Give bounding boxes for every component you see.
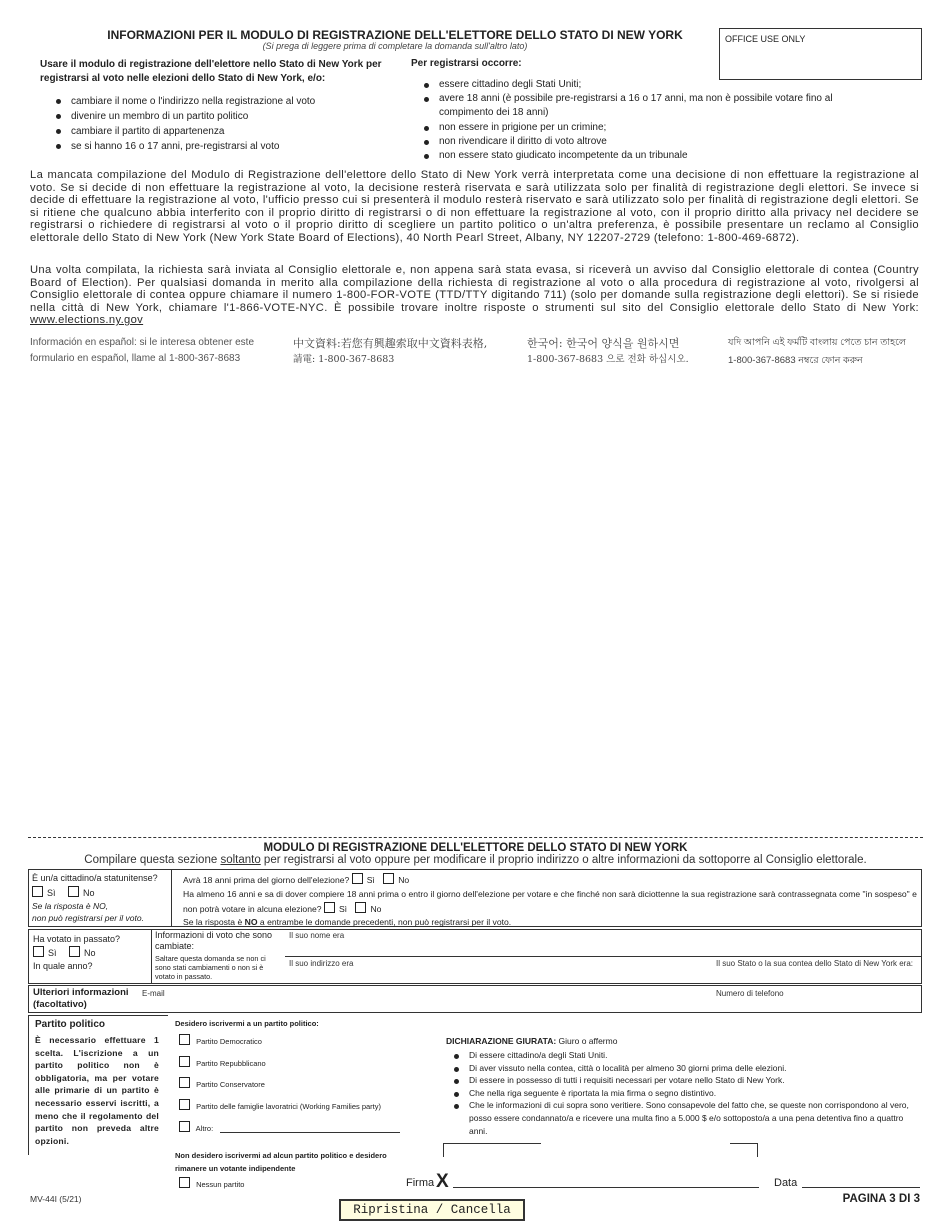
signature-x: X [436,1171,449,1192]
age-no-checkbox[interactable] [383,873,394,884]
requirement-item: essere cittadino degli Stati Uniti; [422,78,867,92]
changed-info-title: Informazioni di voto che sono cambiate: [155,930,273,951]
info-title: INFORMAZIONI PER IL MODULO DI REGISTRAZIONE DELL'ELETTORE DELLO STATO DI NEW YORK [107,28,683,42]
cut-line [28,837,923,838]
voted-yes-checkbox[interactable] [33,946,44,957]
no-label: No [370,903,382,914]
no-party-checkbox[interactable] [179,1177,190,1188]
oath-list [452,1049,920,1137]
changed-info-note: Saltare questa domanda se non ci sono stati cambiamenti o non si è votato in passato. [155,954,266,981]
no-label: No [83,888,95,898]
yes-label: Sì [47,888,56,898]
citizen-note: Se la risposta è NO, [32,901,109,911]
oath-item: Di aver vissuto nella contea, città o località per almeno 30 giorni prima delle elezioni. [452,1062,920,1075]
party-label: Partito Democratico [196,1037,262,1046]
age16-yes-checkbox[interactable] [324,902,335,913]
bengali-info-line: 1-800-367-8683 নম্বরে ফোন করুন [728,355,863,366]
use-item: divenire un membro di un partito politico [54,109,394,124]
office-use-box [719,28,922,80]
party-checkbox[interactable] [179,1034,190,1045]
yes-label: Sì [338,903,348,914]
oath-item: Di essere cittadino/a degli Stati Uniti. [452,1049,920,1062]
spanish-info-line: Información en español: si le interesa obtener este [30,337,255,348]
form-subtitle [28,854,923,866]
use-item: se si hanno 16 o 17 anni, pre-registrarsi al voto [54,139,394,154]
email-field[interactable] [170,988,700,1010]
signature-bracket [443,1143,541,1157]
prev-name-field[interactable] [285,956,921,957]
age16-no-checkbox[interactable] [355,902,366,913]
party-label: Altro: [195,1123,214,1133]
divider [171,869,172,927]
signature-field[interactable] [453,1187,759,1188]
no-label: No [398,875,410,885]
no-party-question: Non desidero iscrivermi ad alcun partito politico e desidero rimanere un votante indipendente [175,1151,387,1173]
use-item: cambiare il partito di appartenenza [54,124,394,139]
use-item: cambiare il nome o l'indirizzo nella registrazione al voto [54,94,394,109]
party-checkbox[interactable] [179,1077,190,1088]
voted-question: Ha votato in passato? [33,934,121,944]
age-note-a: Se la risposta è [183,917,245,928]
divider [151,929,152,984]
age-yes-checkbox[interactable] [352,873,363,884]
bengali-info [728,334,923,370]
age-note-no: NO [244,917,258,928]
oath-item: Di essere in possesso di tutti i requisiti necessari per votare nello Stato di New York. [452,1074,920,1087]
use-list [54,94,394,154]
citizen-question: È un/a cittadino/a statunitense? [32,873,158,883]
reset-button[interactable]: Ripristina / Cancella [339,1199,525,1221]
contact-paragraph [30,264,919,327]
form-subtitle-b: per registrarsi al voto oppure per modificare il proprio indirizzo o altre informazioni da sottoporre al Consiglio elettorale. [260,854,867,866]
voted-question-block [33,933,120,973]
yes-label: Sì [366,875,375,885]
party-label: Partito Repubblicano [196,1058,266,1068]
requirement-item: non rivendicare il diritto di voto altrove [422,135,867,149]
requirements-list [422,78,867,163]
no-party-label: Nessun partito [196,1180,245,1189]
age16-question: Ha almeno 16 anni e sa di dover compiere 18 anni prima o entro il giorno dell'elezione per votare e che finché non sarà diciottenne la sua registrazione sarà contrassegnata come "in sospeso" e non potrà votare in alcuna elezione? [183,888,917,914]
citizen-question-block [32,872,170,924]
signature-label: Firma [406,1177,435,1189]
prev-name-label: Il suo nome era [289,931,345,940]
party-options [179,1031,409,1140]
prev-state-label: Il suo Stato o la sua contea dello Stato di New York era: [716,959,914,968]
form-title: MODULO DI REGISTRAZIONE DELL'ELETTORE DELLO STATO DI NEW YORK [263,842,688,854]
signature-bracket [730,1143,758,1157]
page-number: PAGINA 3 DI 3 [842,1193,920,1205]
no-label: No [84,948,96,958]
korean-info-line: 한국어: 한국어 양식을 원하시면 [527,337,680,350]
korean-info [527,336,727,368]
chinese-info-line: 中文資料:若您有興趣索取中文資料表格, [293,337,488,350]
voted-no-checkbox[interactable] [69,946,80,957]
party-option-other [179,1118,409,1140]
party-option-democratic [179,1031,409,1053]
party-label: Partito Conservatore [196,1080,265,1090]
party-checkbox[interactable] [179,1121,190,1132]
party-checkbox[interactable] [179,1099,190,1110]
oath-item: Che nella riga seguente è riportata la mia firma o segno distintivo. [452,1087,920,1100]
prev-address-label: Il suo indirizzo era [289,959,354,968]
extra-info-title: Ulteriori informazioni (facoltativo) [33,987,129,1010]
age-question: Avrà 18 anni prima del giorno dell'elezione? [183,875,350,885]
citizen-no-checkbox[interactable] [68,886,79,897]
age-question-block [183,873,918,930]
spanish-info [30,335,290,367]
email-label: E-mail [142,989,165,998]
party-label: Partito delle famiglie lavoratrici (Working Families party) [196,1102,382,1112]
oath-title: DICHIARAZIONE GIURATA: [446,1036,557,1046]
party-option-republican [179,1053,409,1075]
chinese-info-line: 請電: 1-800-367-8683 [293,354,395,365]
party-checkbox[interactable] [179,1056,190,1067]
yes-label: Sì [48,948,57,958]
bengali-info-line: যদি আপনি এই ফর্মটি বাংলায় পেতে চান তাহলে [728,337,906,348]
phone-label: Numero di telefono [716,989,784,998]
info-subtitle: (Si prega di leggere prima di completare la domanda sull'altro lato) [262,41,528,51]
date-field[interactable] [802,1187,920,1188]
form-code: MV-44I (5/21) [30,1194,82,1204]
use-heading: Usare il modulo di registrazione dell'elettore nello Stato di New York per registrarsi al voto nelle elezioni dello Stato di New York, e/o: [40,59,382,84]
requirement-item: non essere stato giudicato incompetente da un tribunale [422,149,867,163]
citizen-yes-checkbox[interactable] [32,886,43,897]
phone-field[interactable] [790,988,918,1010]
party-question: Desidero iscrivermi a un partito politico: [175,1019,319,1028]
changed-info-block [155,930,283,981]
requirement-item: non essere in prigione per un crimine; [422,121,867,135]
requirement-item: avere 18 anni (è possibile pre-registrarsi a 16 o 17 anni, ma non è possibile votare fino al compimento dei 18 anni) [422,92,867,120]
no-party-option [179,1177,244,1189]
party-option-conservative [179,1074,409,1096]
voted-year-label: In quale anno? [33,961,93,971]
spanish-info-line: formulario en español, llame al 1-800-367-8683 [30,353,241,364]
korean-info-line: 1-800-367-8683 으로 전화 하십시오. [527,354,689,365]
party-option-working-families [179,1096,409,1118]
elections-website-link[interactable]: www.elections.ny.gov [30,314,144,326]
party-note: È necessario effettuare 1 scelta. L'iscrizione a un partito politico non è obbligatoria, ma per votare alle primarie di un partito è necessario esservi iscritti, a meno che il regolamento del partito non preveda altre opzioni. [35,1035,159,1146]
party-title: Partito politico [35,1019,105,1030]
other-party-field[interactable] [220,1132,400,1133]
oath-heading [446,1036,617,1046]
citizen-note: non può registrarsi per il voto. [32,913,144,923]
oath-item: Che le informazioni di cui sopra sono veritiere. Sono consapevole del fatto che, se queste non corrispondono al vero, posso essere condannato/a e ricevere una multa fino a 5.000 $ e/o sottoposto/a a una pena detentiva fino a quattro anni. [452,1099,920,1137]
form-subtitle-only: soltanto [220,854,261,866]
oath-subtitle: Giuro o affermo [556,1036,618,1046]
requirements-heading: Per registrarsi occorre: [411,58,522,69]
privacy-paragraph: La mancata compilazione del Modulo di Registrazione dell'elettore dello Stato di New York verrà interpretata come una decisione di non effettuare la registrazione al voto. Se si decide di non effettuare la registrazione al voto, la decisione resterà riservata e sarà utilizzata solo per finalità di registrazione degli elettori. Se invece si decide di effettuare la registrazione al voto, l'ufficio presso cui si presenterà il modulo resterà riservato e sarà utilizzato solo per finalità di registrazione degli elettori. Se si ritiene che qualcuno abbia interferito con il proprio diritto di registrarsi o di non effettuare la registrazione al voto, con il proprio diritto alla privacy nel decidere se registrarsi o richiedere di registrarsi al voto o il proprio diritto di scegliere un partito politico o un'altra preferenza, è possibile presentare un reclamo al Consiglio elettorale dello Stato di New York (New York State Board of Elections), 40 North Pearl Street, Albany, NY 12207-2729 (telefono: 1-800-469-6872). [30,169,919,244]
chinese-info [293,336,523,368]
age-note-b: a entrambe le domande precedenti, non può registrarsi per il voto. [257,917,512,928]
contact-paragraph-text: Una volta compilata, la richiesta sarà inviata al Consiglio elettorale e, non appena sarà stata evasa, si riceverà un avviso dal Consiglio elettorale di contea (Country Board of Election). Per qualsiasi domanda in merito alla compilazione della richiesta di registrazione al voto o alla procedura di registrazione al voto, rivolgersi al Consiglio elettorale di contea oppure chiamare il numero 1-800-FOR-VOTE (TTD/TTY digitando 711) (solo per domande sulla registrazione degli elettori). Se si risiede nella città di New York, chiamare l'1-866-VOTE-NYC. È possibile trovare inoltre risposte o strumenti sul sito del Consiglio elettorale dello Stato di New York: [30,264,919,314]
form-subtitle-a: Compilare questa sezione [84,854,221,866]
office-use-label: OFFICE USE ONLY [725,34,806,44]
date-label: Data [774,1177,798,1189]
